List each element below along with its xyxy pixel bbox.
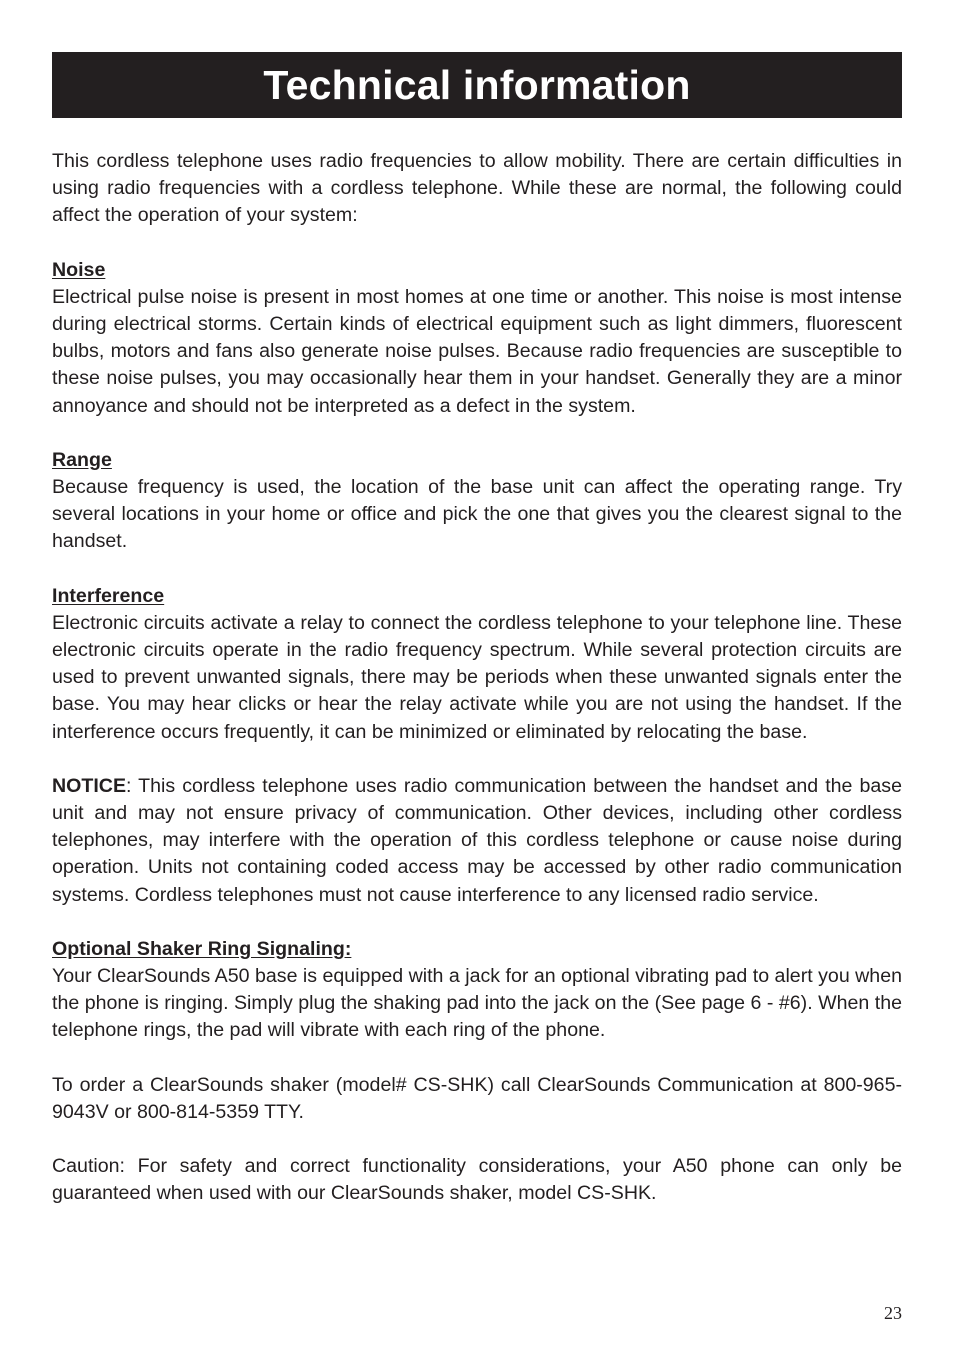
intro-paragraph: This cordless telephone uses radio frequencies to allow mobility. There are certain difficulties in using radio frequencies with a cordless telephone. While these are normal, the following could affect the operation of your system: [52,150,902,227]
notice-label: NOTICE [52,774,127,797]
content [52,148,902,1208]
notice-text: : This cordless telephone uses radio communication between the handset and the base unit and may not ensure privacy of communication. Other devices, including other cordless telephones, may interfere with the operation of this cordless telephone or cause noise during operation. Units not containing coded access may be accessed by other radio communication systems. Cordless telephones must not cause interference to any licensed radio service. [52,774,902,906]
noise-paragraph: Electrical pulse noise is present in most homes at one time or another. This noise is most intense during electrical storms. Certain kinds of electrical equipment such as light dimmers, fluorescent bulbs, motors and fans also generate noise pulses. Because radio frequencies are susceptible to these noise pulses, you may occasionally hear them in your handset. Generally they are a minor annoyance and should not be interpreted as a defect in the system. [52,285,902,417]
notice-paragraph [52,773,902,909]
noise-heading: Noise [52,258,106,281]
page [52,52,902,1208]
shaker-heading: Optional Shaker Ring Signaling: [52,937,352,960]
page-number: 23 [884,1303,902,1323]
range-heading: Range [52,448,112,471]
title-banner [52,52,902,118]
shaker-paragraph: Your ClearSounds A50 base is equipped with a jack for an optional vibrating pad to alert you when the phone is ringing. Simply plug the shaking pad into the jack on the (See page 6 - #6). When the telephone rings, the pad will vibrate with each ring of the phone. [52,965,902,1042]
range-paragraph: Because frequency is used, the location of the base unit can affect the operating range. Try several locations in your home or office and pick the one that gives you the clearest signal to the handset. [52,476,902,553]
caution-paragraph: Caution: For safety and correct functionality considerations, your A50 phone can only be guaranteed when used with our ClearSounds shaker, model CS-SHK. [52,1155,902,1205]
page-title: Technical information [263,61,691,108]
order-paragraph: To order a ClearSounds shaker (model# CS-SHK) call ClearSounds Communication at 800-965-9043V or 800-814-5359 TTY. [52,1073,902,1123]
interference-heading: Interference [52,584,165,607]
interference-paragraph: Electronic circuits activate a relay to connect the cordless telephone to your telephone line. These electronic circuits operate in the radio frequency spectrum. While several protection circuits are used to prevent unwanted signals, there may be periods when these unwanted signals enter the base. You may hear clicks or hear the relay activate while you are not using the handset. If the interference occurs frequently, it can be minimized or eliminated by relocating the base. [52,611,902,743]
